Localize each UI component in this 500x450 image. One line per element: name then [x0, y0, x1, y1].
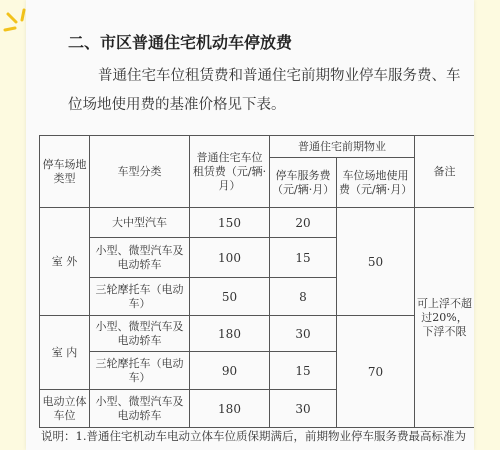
header-vehicle-type: 车型分类 — [90, 136, 190, 208]
header-remarks: 备注 — [415, 136, 475, 208]
service-cell: 20 — [270, 208, 337, 238]
header-early-property: 普通住宅前期物业 — [270, 136, 415, 158]
service-cell: 15 — [270, 352, 337, 390]
vehicle-cell: 三轮摩托车（电动车） — [90, 352, 190, 390]
header-rent: 普通住宅车位租赁费（元/辆·月） — [190, 136, 270, 208]
table-row — [40, 208, 475, 238]
intro-paragraph — [68, 62, 468, 120]
table-row — [40, 316, 475, 352]
document-page — [26, 0, 474, 450]
remarks-cell: 可上浮不超过20%，下浮不限 — [415, 208, 475, 428]
rent-cell: 180 — [190, 316, 270, 352]
vehicle-cell: 小型、微型汽车及电动轿车 — [90, 238, 190, 278]
rent-cell: 180 — [190, 390, 270, 428]
service-cell: 30 — [270, 316, 337, 352]
vehicle-cell: 小型、微型汽车及电动轿车 — [90, 316, 190, 352]
header-venue-fee: 车位场地使用费（元/辆·月） — [337, 158, 415, 208]
section-heading: 二、市区普通住宅机动车停放费 — [68, 33, 293, 52]
rent-cell: 150 — [190, 208, 270, 238]
footnote: 说明：1.普通住宅机动车电动立体车位质保期满后，前期物业停车服务费最高标准为 — [41, 429, 466, 443]
vehicle-cell: 大中型汽车 — [90, 208, 190, 238]
rent-cell: 90 — [190, 352, 270, 390]
group-indoor: 室 内 — [40, 316, 90, 390]
service-cell: 15 — [270, 238, 337, 278]
vehicle-cell: 三轮摩托车（电动车） — [90, 278, 190, 316]
venue-outdoor-cell: 50 — [337, 208, 415, 316]
header-lot-type: 停车场地类型 — [40, 136, 90, 208]
rent-cell: 100 — [190, 238, 270, 278]
parking-fee-table — [39, 135, 474, 428]
vehicle-cell: 小型、微型汽车及电动轿车 — [90, 390, 190, 428]
venue-indoor-cell: 70 — [337, 316, 415, 428]
service-cell: 8 — [270, 278, 337, 316]
service-cell: 30 — [270, 390, 337, 428]
header-service-fee: 停车服务费（元/辆·月） — [270, 158, 337, 208]
group-stereo: 电动立体车位 — [40, 390, 90, 428]
group-outdoor: 室 外 — [40, 208, 90, 316]
rent-cell: 50 — [190, 278, 270, 316]
intro-text: 普通住宅车位租赁费和普通住宅前期物业停车服务费、车位场地使用费的基准价格见下表。 — [68, 68, 461, 113]
